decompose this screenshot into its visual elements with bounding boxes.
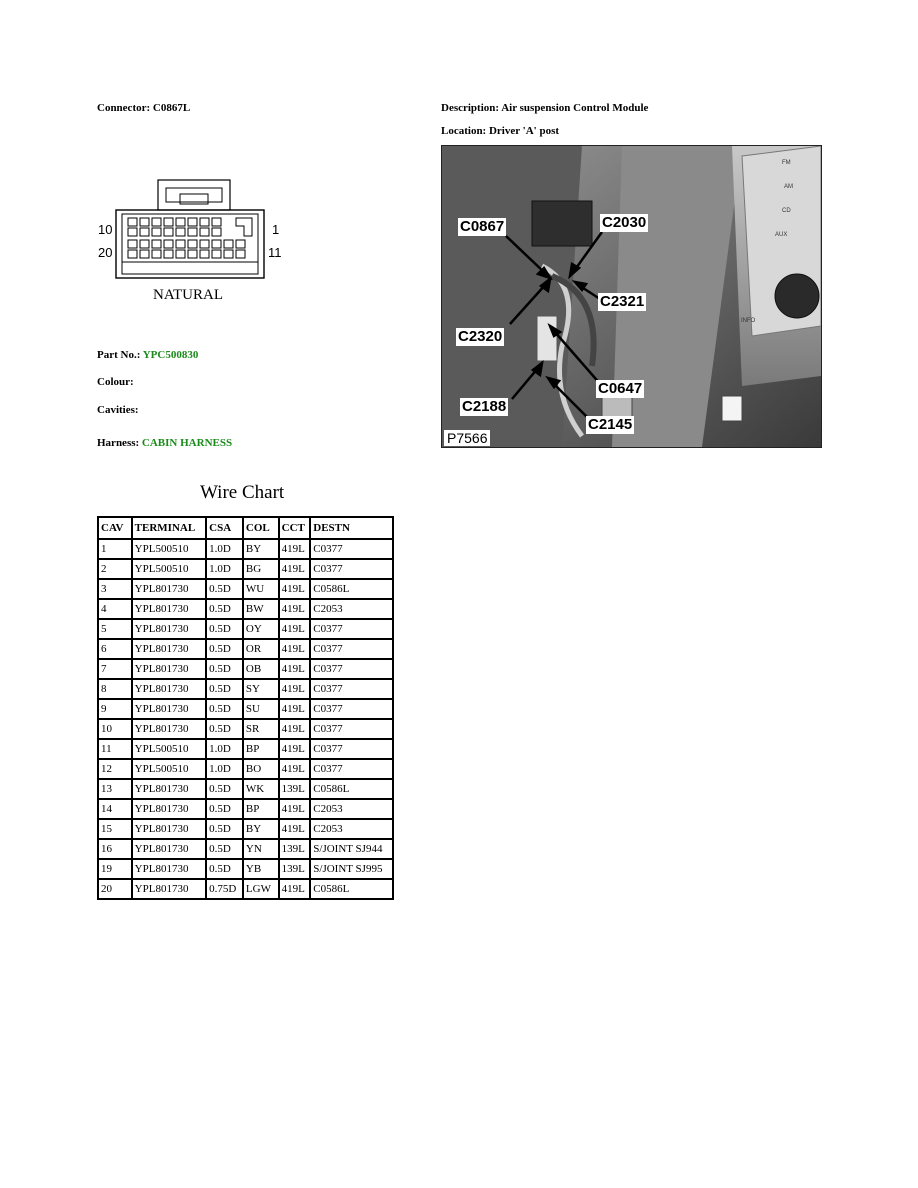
pin-1-label: 1 xyxy=(272,222,280,237)
table-row xyxy=(98,659,393,679)
pin-11-label: 11 xyxy=(268,245,282,260)
cell-csa: 0.5D xyxy=(206,679,243,699)
cell-destn: C0377 xyxy=(310,719,393,739)
cell-terminal: YPL801730 xyxy=(132,879,207,899)
cavities-label: Cavities: xyxy=(97,404,139,416)
cell-destn: C2053 xyxy=(310,799,393,819)
cell-csa: 1.0D xyxy=(206,539,243,559)
wire-chart-title: Wire Chart xyxy=(200,482,285,503)
cell-col: BO xyxy=(243,759,279,779)
description-value: Air suspension Control Module xyxy=(501,102,649,114)
table-row xyxy=(98,559,393,579)
cell-csa: 1.0D xyxy=(206,739,243,759)
cell-col: BW xyxy=(243,599,279,619)
table-row xyxy=(98,879,393,899)
pin-10-label: 10 xyxy=(98,222,113,237)
cell-cav: 9 xyxy=(98,699,132,719)
table-row xyxy=(98,599,393,619)
cell-cav: 1 xyxy=(98,539,132,559)
cell-terminal: YPL500510 xyxy=(132,739,207,759)
wire-chart-table xyxy=(97,516,394,900)
cell-destn: C0377 xyxy=(310,739,393,759)
callout-c2188: C2188 xyxy=(462,398,507,415)
cell-cct: 139L xyxy=(279,859,311,879)
cell-cct: 419L xyxy=(279,879,311,899)
cell-cav: 13 xyxy=(98,779,132,799)
cell-csa: 0.5D xyxy=(206,619,243,639)
table-row xyxy=(98,699,393,719)
connector-label: Connector: xyxy=(97,102,151,114)
part-no-label: Part No.: xyxy=(97,349,141,361)
table-row xyxy=(98,759,393,779)
harness-label: Harness: xyxy=(97,437,140,449)
cell-terminal: YPL801730 xyxy=(132,659,207,679)
table-row xyxy=(98,719,393,739)
cell-col: SR xyxy=(243,719,279,739)
figure-id: P7566 xyxy=(444,430,490,446)
connector-line xyxy=(97,102,190,114)
cell-col: YB xyxy=(243,859,279,879)
cell-terminal: YPL500510 xyxy=(132,559,207,579)
cell-csa: 0.5D xyxy=(206,799,243,819)
cell-cct: 419L xyxy=(279,639,311,659)
cell-cav: 19 xyxy=(98,859,132,879)
cell-cav: 8 xyxy=(98,679,132,699)
cell-cav: 12 xyxy=(98,759,132,779)
callout-c2321: C2321 xyxy=(600,293,645,310)
connector-caption: NATURAL xyxy=(153,287,223,303)
cell-destn: C2053 xyxy=(310,599,393,619)
cell-destn: C0586L xyxy=(310,879,393,899)
cell-cct: 419L xyxy=(279,819,311,839)
button-fm-label: FM xyxy=(782,160,791,166)
table-row xyxy=(98,779,393,799)
callout-c2145: C2145 xyxy=(588,416,633,433)
cell-csa: 0.5D xyxy=(206,599,243,619)
cell-cct: 139L xyxy=(279,779,311,799)
cell-cav: 16 xyxy=(98,839,132,859)
cell-destn: C0377 xyxy=(310,679,393,699)
cell-cct: 419L xyxy=(279,599,311,619)
button-info-label: INFO xyxy=(741,318,756,324)
cell-col: OB xyxy=(243,659,279,679)
button-am-label: AM xyxy=(784,184,793,190)
connector-value: C0867L xyxy=(152,102,191,114)
description-line xyxy=(441,102,648,114)
cell-col: LGW xyxy=(243,879,279,899)
callout-c2030: C2030 xyxy=(602,214,647,231)
cell-cct: 419L xyxy=(279,539,311,559)
cell-destn: C2053 xyxy=(310,819,393,839)
cell-cct: 419L xyxy=(279,679,311,699)
header-col: COL xyxy=(243,517,279,539)
callout-c2320: C2320 xyxy=(458,328,503,345)
table-row xyxy=(98,639,393,659)
harness-value: CABIN HARNESS xyxy=(141,437,233,449)
cell-col: OR xyxy=(243,639,279,659)
wire-chart-body xyxy=(98,539,393,899)
cell-destn: C0377 xyxy=(310,539,393,559)
cell-col: WU xyxy=(243,579,279,599)
cell-csa: 1.0D xyxy=(206,559,243,579)
cell-terminal: YPL801730 xyxy=(132,699,207,719)
cell-csa: 0.5D xyxy=(206,639,243,659)
cell-col: BY xyxy=(243,819,279,839)
cell-destn: S/JOINT SJ995 xyxy=(310,859,393,879)
table-row xyxy=(98,859,393,879)
cell-cav: 10 xyxy=(98,719,132,739)
cell-terminal: YPL801730 xyxy=(132,619,207,639)
cell-csa: 0.5D xyxy=(206,839,243,859)
table-row xyxy=(98,799,393,819)
cell-cct: 419L xyxy=(279,619,311,639)
cell-col: YN xyxy=(243,839,279,859)
cell-cav: 4 xyxy=(98,599,132,619)
cell-cav: 3 xyxy=(98,579,132,599)
pin-20-label: 20 xyxy=(98,245,113,260)
table-row xyxy=(98,539,393,559)
cell-csa: 1.0D xyxy=(206,759,243,779)
cell-destn: S/JOINT SJ944 xyxy=(310,839,393,859)
header-destn: DESTN xyxy=(310,517,393,539)
cell-cav: 14 xyxy=(98,799,132,819)
button-cd-label: CD xyxy=(782,208,791,214)
table-row xyxy=(98,679,393,699)
cell-cav: 11 xyxy=(98,739,132,759)
cell-terminal: YPL801730 xyxy=(132,679,207,699)
cell-cct: 419L xyxy=(279,739,311,759)
cell-csa: 0.5D xyxy=(206,659,243,679)
location-label: Location: xyxy=(441,125,487,137)
cell-cct: 419L xyxy=(279,579,311,599)
cell-destn: C0377 xyxy=(310,759,393,779)
colour-label: Colour: xyxy=(97,376,134,388)
cell-cav: 15 xyxy=(98,819,132,839)
cell-terminal: YPL801730 xyxy=(132,579,207,599)
cell-csa: 0.5D xyxy=(206,779,243,799)
cell-cct: 419L xyxy=(279,719,311,739)
cell-col: SU xyxy=(243,699,279,719)
cell-col: BP xyxy=(243,799,279,819)
cell-csa: 0.75D xyxy=(206,879,243,899)
wire-chart-header-row xyxy=(98,517,393,539)
table-row xyxy=(98,839,393,859)
header-csa: CSA xyxy=(206,517,243,539)
table-row xyxy=(98,619,393,639)
cell-cct: 419L xyxy=(279,659,311,679)
cell-col: BG xyxy=(243,559,279,579)
harness-line xyxy=(97,437,232,449)
cell-cav: 6 xyxy=(98,639,132,659)
connector-drawing xyxy=(96,178,296,288)
cell-cav: 20 xyxy=(98,879,132,899)
cell-col: OY xyxy=(243,619,279,639)
header-terminal: TERMINAL xyxy=(132,517,207,539)
table-row xyxy=(98,739,393,759)
cell-terminal: YPL500510 xyxy=(132,759,207,779)
cell-cav: 2 xyxy=(98,559,132,579)
cell-terminal: YPL801730 xyxy=(132,719,207,739)
cell-destn: C0377 xyxy=(310,559,393,579)
button-aux-label: AUX xyxy=(775,232,788,238)
cell-terminal: YPL801730 xyxy=(132,839,207,859)
callout-c0867: C0867 xyxy=(460,218,505,235)
cell-destn: C0377 xyxy=(310,699,393,719)
cell-cct: 419L xyxy=(279,699,311,719)
cell-cct: 139L xyxy=(279,839,311,859)
cell-col: BY xyxy=(243,539,279,559)
cell-destn: C0586L xyxy=(310,579,393,599)
cell-cct: 419L xyxy=(279,559,311,579)
cell-csa: 0.5D xyxy=(206,579,243,599)
cell-csa: 0.5D xyxy=(206,699,243,719)
location-photo xyxy=(441,145,822,448)
cell-csa: 0.5D xyxy=(206,719,243,739)
part-no-line xyxy=(97,349,198,361)
cell-cav: 5 xyxy=(98,619,132,639)
cell-destn: C0377 xyxy=(310,619,393,639)
table-row xyxy=(98,819,393,839)
cell-destn: C0586L xyxy=(310,779,393,799)
cell-col: WK xyxy=(243,779,279,799)
cell-destn: C0377 xyxy=(310,639,393,659)
cell-terminal: YPL801730 xyxy=(132,599,207,619)
part-no-value: YPC500830 xyxy=(142,349,199,361)
cell-terminal: YPL801730 xyxy=(132,779,207,799)
description-label: Description: xyxy=(441,102,500,114)
header-cav: CAV xyxy=(98,517,132,539)
cell-terminal: YPL801730 xyxy=(132,819,207,839)
cell-cav: 7 xyxy=(98,659,132,679)
cell-cct: 419L xyxy=(279,799,311,819)
cell-csa: 0.5D xyxy=(206,819,243,839)
cell-cct: 419L xyxy=(279,759,311,779)
cell-destn: C0377 xyxy=(310,659,393,679)
location-line xyxy=(441,125,559,137)
cell-col: BP xyxy=(243,739,279,759)
cell-terminal: YPL801730 xyxy=(132,799,207,819)
cell-col: SY xyxy=(243,679,279,699)
cell-terminal: YPL801730 xyxy=(132,859,207,879)
header-cct: CCT xyxy=(279,517,311,539)
cell-terminal: YPL500510 xyxy=(132,539,207,559)
cell-csa: 0.5D xyxy=(206,859,243,879)
callout-c0647: C0647 xyxy=(598,380,643,397)
table-row xyxy=(98,579,393,599)
location-value: Driver 'A' post xyxy=(488,125,560,137)
cell-terminal: YPL801730 xyxy=(132,639,207,659)
